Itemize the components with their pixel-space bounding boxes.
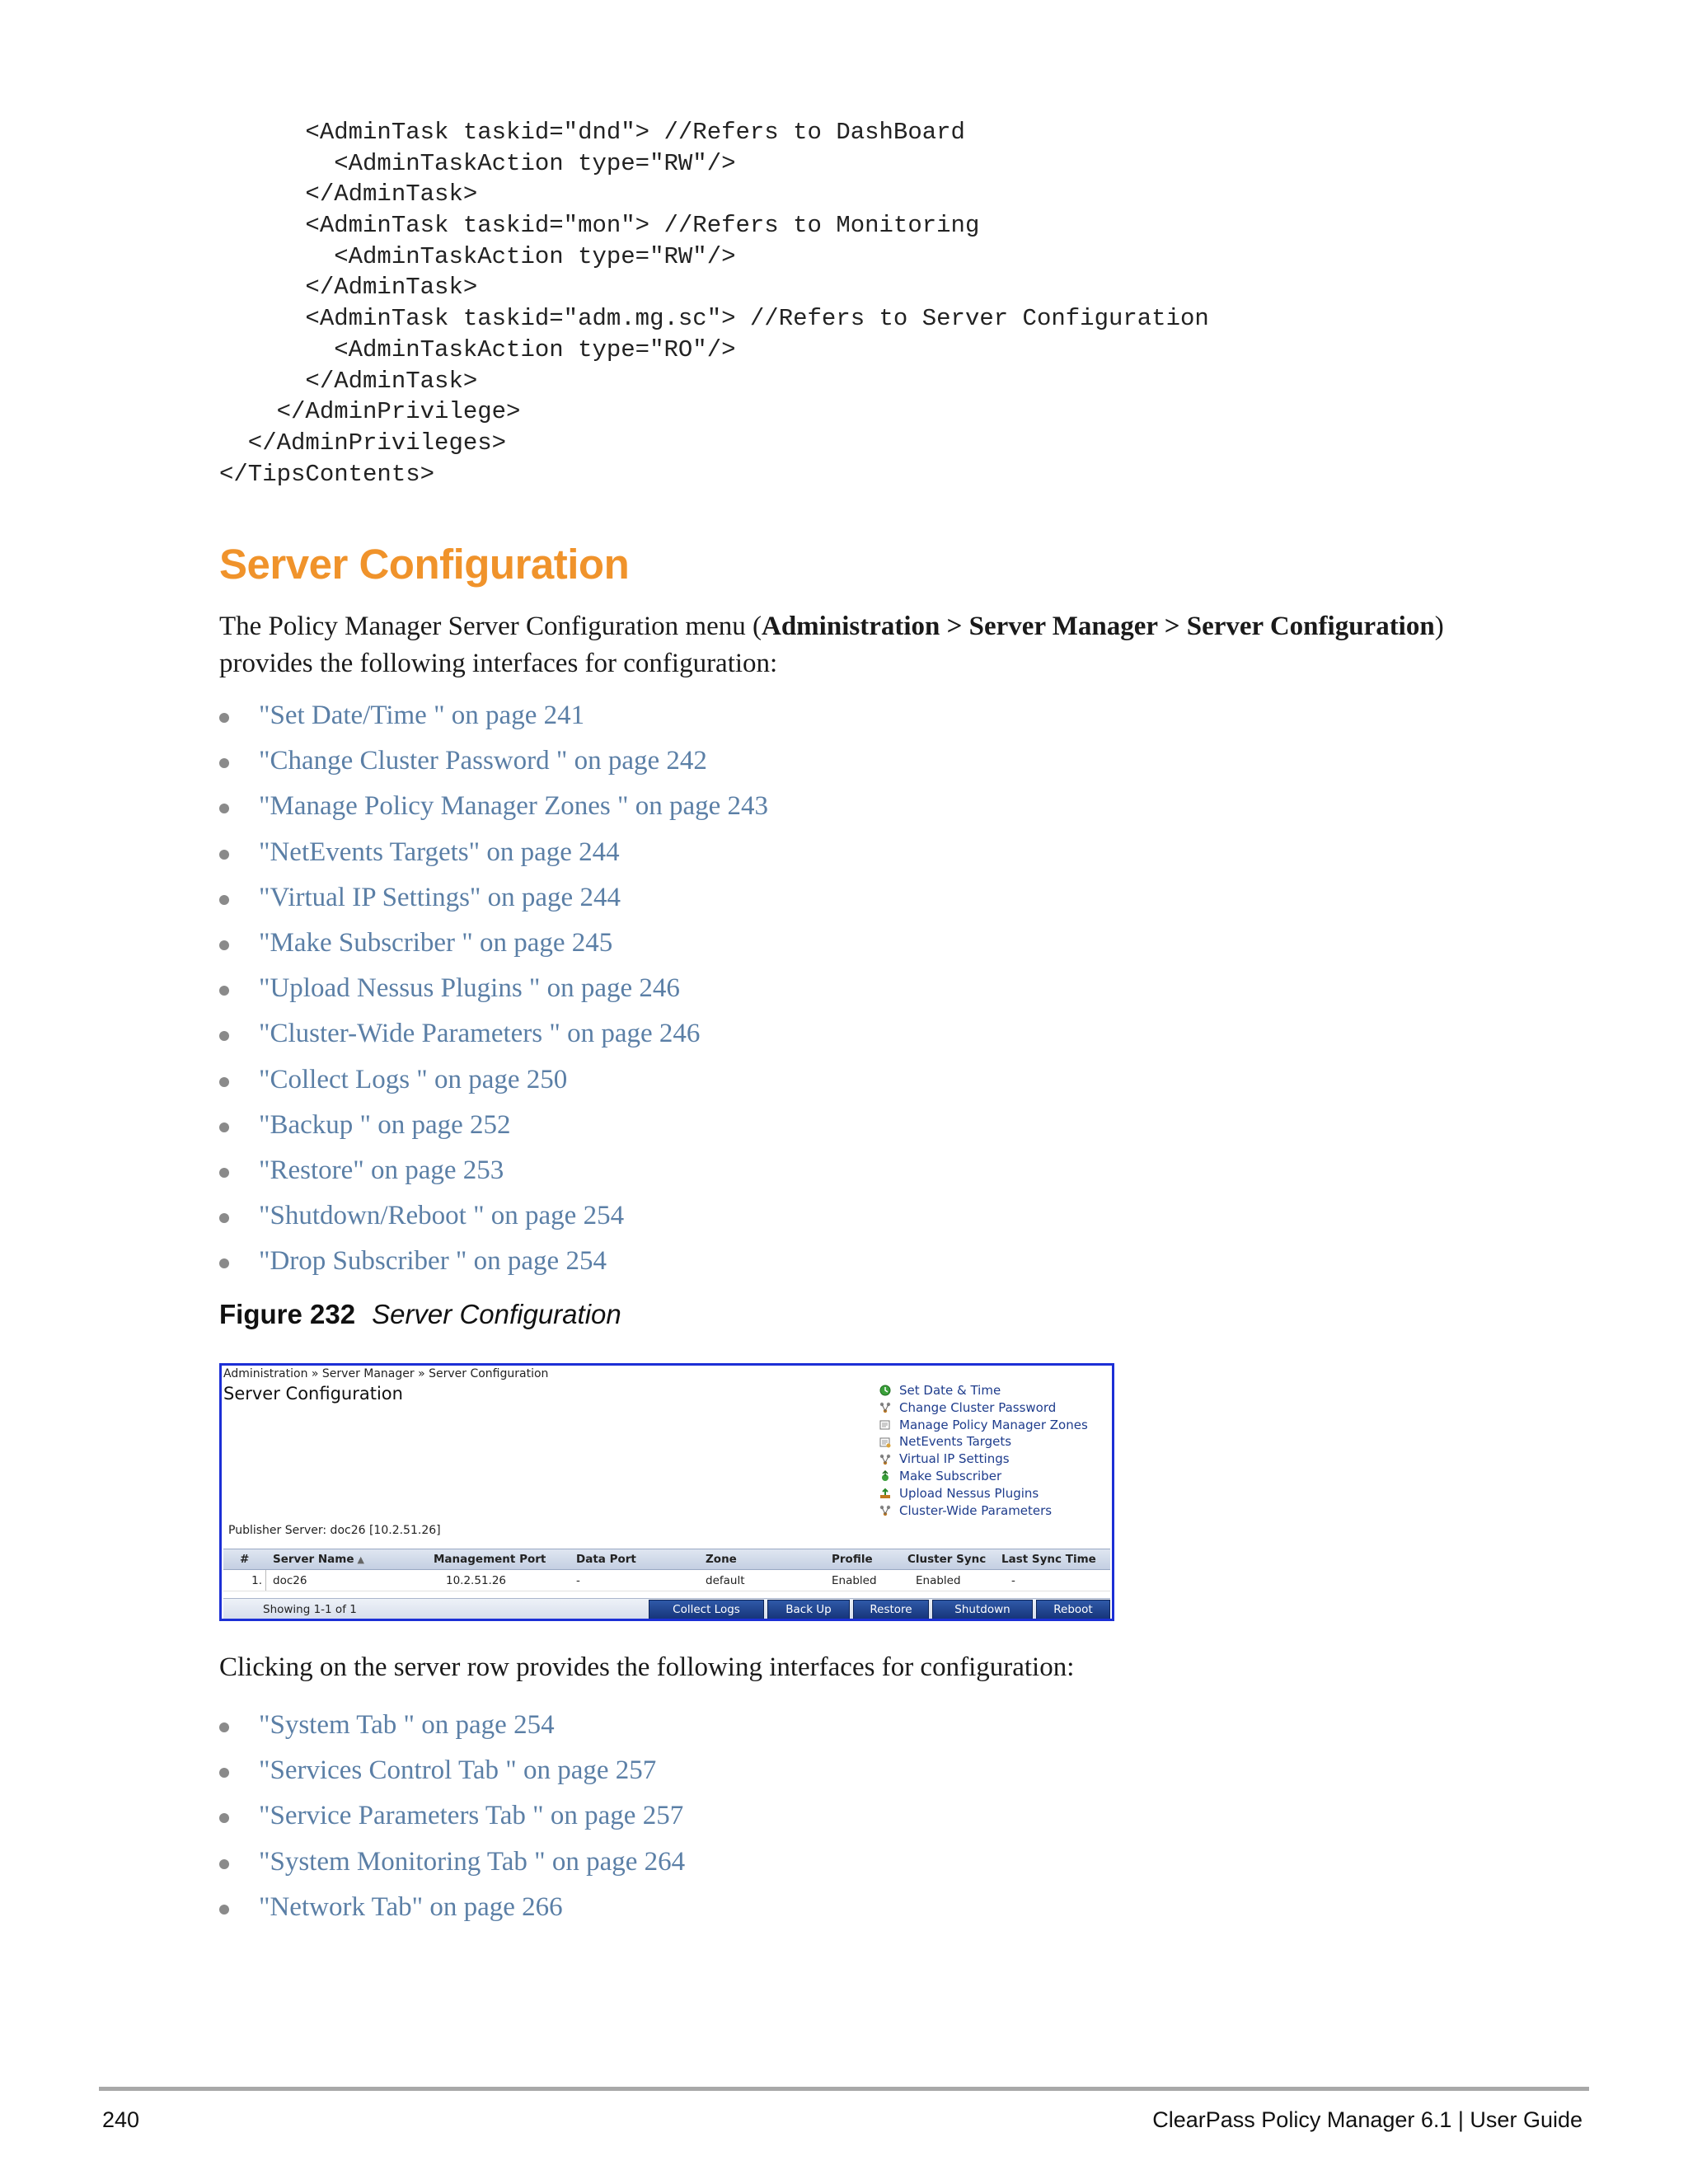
list-item xyxy=(219,1885,685,1930)
menu-item-cluster-wide-parameters[interactable] xyxy=(879,1502,1088,1520)
menu-item-set-date-time[interactable] xyxy=(879,1382,1088,1399)
intro-paragraph xyxy=(219,608,1505,682)
code-line: </TipsContents> xyxy=(219,460,435,488)
menu-item-label: Cluster-Wide Parameters xyxy=(899,1502,1053,1518)
publisher-server: Publisher Server: doc26 [10.2.51.26] xyxy=(228,1524,441,1537)
bullet-icon xyxy=(219,1213,229,1223)
menu-item-make-subscriber[interactable] xyxy=(879,1468,1088,1485)
link-netevents-targets[interactable]: "NetEvents Targets" on page 244 xyxy=(259,837,620,867)
guide-title: ClearPass Policy Manager 6.1 | User Guide xyxy=(1152,2107,1582,2132)
list-item xyxy=(219,1840,685,1885)
menu-item-manage-zones[interactable] xyxy=(879,1417,1088,1434)
bullet-icon xyxy=(219,1258,229,1268)
bullet-icon xyxy=(219,850,229,860)
bullet-icon xyxy=(219,1168,229,1178)
link-system-monitoring-tab[interactable]: "System Monitoring Tab " on page 264 xyxy=(259,1846,686,1877)
cell-profile: Enabled xyxy=(832,1573,877,1587)
list-item xyxy=(219,921,768,966)
bullet-icon xyxy=(219,804,229,813)
reboot-button[interactable]: Reboot xyxy=(1036,1600,1110,1619)
menu-item-label: Make Subscriber xyxy=(899,1468,1002,1483)
list-item xyxy=(219,875,768,921)
cell-last-sync-time: - xyxy=(1011,1573,1015,1587)
list-item xyxy=(219,1239,768,1284)
intro-suffix: ) provides the following interfaces for configuration: xyxy=(219,612,1444,678)
column-header-data-port[interactable]: Data Port xyxy=(576,1553,636,1566)
column-header-number: # xyxy=(240,1553,250,1566)
clock-icon xyxy=(879,1385,891,1396)
cell-cluster-sync: Enabled xyxy=(916,1573,961,1587)
link-cluster-wide-parameters[interactable]: "Cluster-Wide Parameters " on page 246 xyxy=(259,1019,701,1049)
menu-item-label: Virtual IP Settings xyxy=(899,1451,1010,1467)
figure-label: Figure 232 xyxy=(219,1299,356,1329)
row-number: 1. xyxy=(223,1570,266,1591)
code-line: <AdminTaskAction type="RO"/> xyxy=(219,335,736,363)
bullet-icon xyxy=(219,1122,229,1132)
column-header-zone[interactable]: Zone xyxy=(706,1553,737,1566)
server-table xyxy=(223,1549,1110,1591)
list-item xyxy=(219,693,768,738)
link-restore[interactable]: "Restore" on page 253 xyxy=(259,1155,504,1185)
cell-data-port: - xyxy=(576,1573,580,1587)
list-item xyxy=(219,830,768,875)
menu-item-upload-nessus-plugins[interactable] xyxy=(879,1485,1088,1502)
link-service-parameters-tab[interactable]: "Service Parameters Tab " on page 257 xyxy=(259,1801,684,1831)
virtual-ip-icon xyxy=(879,1454,891,1465)
code-line: </AdminTask> xyxy=(219,367,478,395)
link-change-cluster-password[interactable]: "Change Cluster Password " on page 242 xyxy=(259,746,707,776)
list-item xyxy=(219,1057,768,1103)
shutdown-button[interactable]: Shutdown xyxy=(932,1600,1033,1619)
subscriber-icon xyxy=(879,1470,891,1482)
link-shutdown-reboot[interactable]: "Shutdown/Reboot " on page 254 xyxy=(259,1201,625,1231)
list-item xyxy=(219,966,768,1011)
menu-item-virtual-ip-settings[interactable] xyxy=(879,1451,1088,1468)
netevents-icon xyxy=(879,1436,891,1448)
code-line: <AdminTask taskid="dnd"> //Refers to DashBoard xyxy=(219,119,965,146)
list-item xyxy=(219,1703,685,1748)
column-header-label: Server Name xyxy=(273,1553,354,1566)
list-item xyxy=(219,1148,768,1193)
code-line: <AdminTask taskid="mon"> //Refers to Monitoring xyxy=(219,212,980,240)
menu-path: Administration > Server Manager > Server Configuration xyxy=(762,612,1435,641)
menu-item-label: Manage Policy Manager Zones xyxy=(899,1417,1088,1432)
code-line: </AdminTask> xyxy=(219,180,478,209)
bullet-icon xyxy=(219,1905,229,1915)
menu-item-label: Upload Nessus Plugins xyxy=(899,1485,1039,1501)
table-header xyxy=(223,1549,1110,1570)
page-number: 240 xyxy=(102,2107,140,2132)
link-network-tab[interactable]: "Network Tab" on page 266 xyxy=(259,1891,563,1922)
cell-management-port: 10.2.51.26 xyxy=(446,1573,506,1587)
bullet-icon xyxy=(219,758,229,768)
pagination-status: Showing 1-1 of 1 xyxy=(263,1603,357,1616)
cell-server-name: doc26 xyxy=(273,1573,307,1587)
section-title: Server Configuration xyxy=(219,541,630,588)
zones-icon xyxy=(879,1419,891,1431)
column-header-profile[interactable]: Profile xyxy=(832,1553,873,1566)
bullet-icon xyxy=(219,1768,229,1778)
list-item xyxy=(219,1193,768,1239)
server-configuration-screenshot xyxy=(219,1363,1114,1621)
list-item xyxy=(219,784,768,829)
sort-ascending-icon: ▲ xyxy=(357,1554,364,1565)
footer-divider xyxy=(99,2087,1589,2091)
bullet-icon xyxy=(219,940,229,950)
table-footer xyxy=(223,1598,1110,1620)
code-line: <AdminTaskAction type="RW"/> xyxy=(219,149,736,177)
action-menu xyxy=(879,1382,1088,1519)
bullet-icon xyxy=(219,986,229,996)
bullet-icon xyxy=(219,713,229,723)
menu-item-label: Set Date & Time xyxy=(899,1383,1001,1398)
server-row-paragraph: Clicking on the server row provides the following interfaces for configuration: xyxy=(219,1652,1075,1682)
breadcrumb[interactable]: Administration » Server Manager » Server Configuration xyxy=(223,1367,549,1380)
table-row[interactable] xyxy=(223,1570,1110,1591)
list-item xyxy=(219,1793,685,1839)
figure-caption-text: Server Configuration xyxy=(372,1299,621,1329)
code-line: </AdminPrivilege> xyxy=(219,398,521,426)
link-virtual-ip-settings[interactable]: "Virtual IP Settings" on page 244 xyxy=(259,882,621,912)
link-collect-logs[interactable]: "Collect Logs " on page 250 xyxy=(259,1064,568,1094)
code-line: </AdminTask> xyxy=(219,274,478,302)
restore-button[interactable]: Restore xyxy=(853,1600,929,1619)
page-title: Server Configuration xyxy=(223,1384,403,1404)
code-line: <AdminTaskAction type="RW"/> xyxy=(219,242,736,270)
column-header-management-port[interactable]: Management Port xyxy=(434,1553,546,1566)
figure-caption xyxy=(219,1299,621,1330)
parameters-icon xyxy=(879,1505,891,1516)
menu-item-netevents-targets[interactable] xyxy=(879,1433,1088,1451)
code-line: <AdminTask taskid="adm.mg.sc"> //Refers to Server Configuration xyxy=(219,305,1209,333)
collect-logs-button[interactable]: Collect Logs xyxy=(649,1600,764,1619)
list-item xyxy=(219,1748,685,1793)
bullet-icon xyxy=(219,1077,229,1087)
link-set-date-time[interactable]: "Set Date/Time " on page 241 xyxy=(259,701,585,730)
link-make-subscriber[interactable]: "Make Subscriber " on page 245 xyxy=(259,927,613,958)
link-manage-zones[interactable]: "Manage Policy Manager Zones " on page 243 xyxy=(259,791,769,822)
intro-prefix: The Policy Manager Server Configuration menu ( xyxy=(219,612,762,641)
bullet-icon xyxy=(219,1722,229,1732)
server-row-interfaces-list xyxy=(219,1703,685,1930)
column-header-server-name[interactable] xyxy=(273,1549,364,1569)
interfaces-list xyxy=(219,693,768,1284)
back-up-button[interactable]: Back Up xyxy=(767,1600,850,1619)
link-system-tab[interactable]: "System Tab " on page 254 xyxy=(259,1710,555,1740)
link-upload-nessus-plugins[interactable]: "Upload Nessus Plugins " on page 246 xyxy=(259,973,680,1004)
code-line: </AdminPrivileges> xyxy=(219,429,507,457)
link-backup[interactable]: "Backup " on page 252 xyxy=(259,1109,511,1140)
link-drop-subscriber[interactable]: "Drop Subscriber " on page 254 xyxy=(259,1246,607,1277)
column-header-cluster-sync[interactable]: Cluster Sync xyxy=(907,1553,987,1566)
code-block xyxy=(219,117,1209,490)
link-services-control-tab[interactable]: "Services Control Tab " on page 257 xyxy=(259,1755,657,1786)
upload-icon xyxy=(879,1488,891,1499)
bullet-icon xyxy=(219,1859,229,1869)
bullet-icon xyxy=(219,895,229,905)
list-item xyxy=(219,1103,768,1148)
menu-item-change-cluster-password[interactable] xyxy=(879,1399,1088,1417)
bullet-icon xyxy=(219,1031,229,1041)
bullet-icon xyxy=(219,1813,229,1823)
menu-item-label: NetEvents Targets xyxy=(899,1434,1012,1450)
cluster-icon xyxy=(879,1402,891,1413)
cell-zone: default xyxy=(706,1573,745,1587)
menu-item-label: Change Cluster Password xyxy=(899,1399,1057,1415)
list-item xyxy=(219,738,768,784)
list-item xyxy=(219,1011,768,1057)
column-header-last-sync-time[interactable]: Last Sync Time xyxy=(1001,1553,1096,1566)
